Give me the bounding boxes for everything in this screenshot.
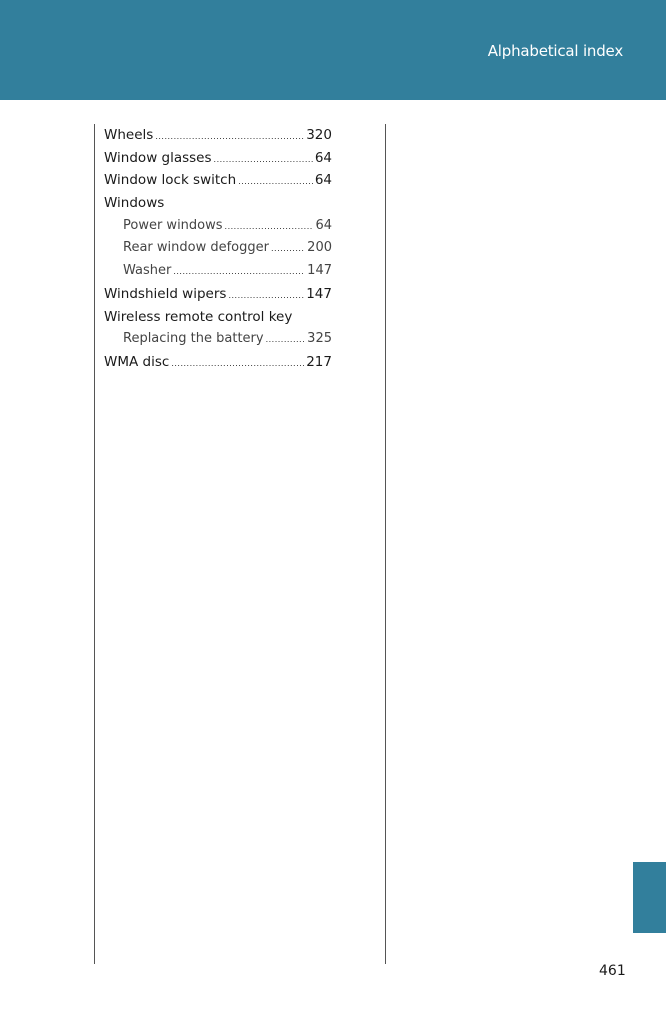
index-page-ref: 64 bbox=[314, 172, 332, 189]
index-entry bbox=[104, 351, 332, 374]
index-entry bbox=[104, 283, 332, 306]
index-entry bbox=[104, 147, 332, 170]
index-term: Power windows bbox=[123, 217, 223, 233]
header-bar bbox=[0, 0, 666, 100]
dot-leader bbox=[171, 353, 304, 376]
index-term: Windows bbox=[104, 195, 165, 212]
index-page-ref: 64 bbox=[314, 149, 332, 166]
index-page-ref: 200 bbox=[307, 240, 332, 256]
dot-leader bbox=[173, 261, 305, 284]
index-term: Window glasses bbox=[104, 149, 212, 166]
index-page-ref: 217 bbox=[306, 353, 332, 370]
index-term: Wheels bbox=[104, 127, 154, 143]
index-term: WMA disc bbox=[104, 353, 170, 370]
index-page-ref: 147 bbox=[307, 263, 332, 279]
dot-leader bbox=[155, 126, 304, 149]
dot-leader bbox=[266, 329, 306, 352]
index-subentry bbox=[104, 237, 332, 260]
index-list bbox=[104, 124, 332, 374]
index-page-ref: 147 bbox=[306, 285, 332, 302]
index-subentry bbox=[104, 215, 332, 238]
index-page-ref: 320 bbox=[306, 127, 332, 143]
index-page-ref: 64 bbox=[315, 217, 332, 233]
index-subentry bbox=[104, 260, 332, 283]
index-term: Window lock switch bbox=[104, 172, 237, 189]
index-term: Washer bbox=[123, 263, 172, 279]
dot-leader bbox=[214, 149, 313, 172]
dot-leader bbox=[238, 171, 313, 194]
index-entry bbox=[104, 169, 332, 192]
column-rule-left bbox=[94, 124, 95, 964]
index-page-ref: 325 bbox=[307, 331, 332, 347]
index-term: Wireless remote control key bbox=[104, 308, 293, 325]
index-term: Windshield wipers bbox=[104, 285, 227, 302]
section-tab-marker bbox=[633, 862, 666, 933]
section-title: Alphabetical index bbox=[487, 42, 623, 60]
dot-leader bbox=[228, 285, 304, 308]
column-rule-right bbox=[385, 124, 386, 964]
dot-leader bbox=[271, 238, 305, 261]
index-term: Rear window defogger bbox=[123, 240, 269, 256]
page-number: 461 bbox=[599, 963, 626, 979]
index-entry-heading bbox=[104, 192, 332, 215]
index-entry-heading bbox=[104, 306, 332, 329]
index-term: Replacing the battery bbox=[123, 331, 264, 347]
index-subentry bbox=[104, 328, 332, 351]
dot-leader bbox=[225, 216, 314, 239]
index-entry bbox=[104, 124, 332, 147]
